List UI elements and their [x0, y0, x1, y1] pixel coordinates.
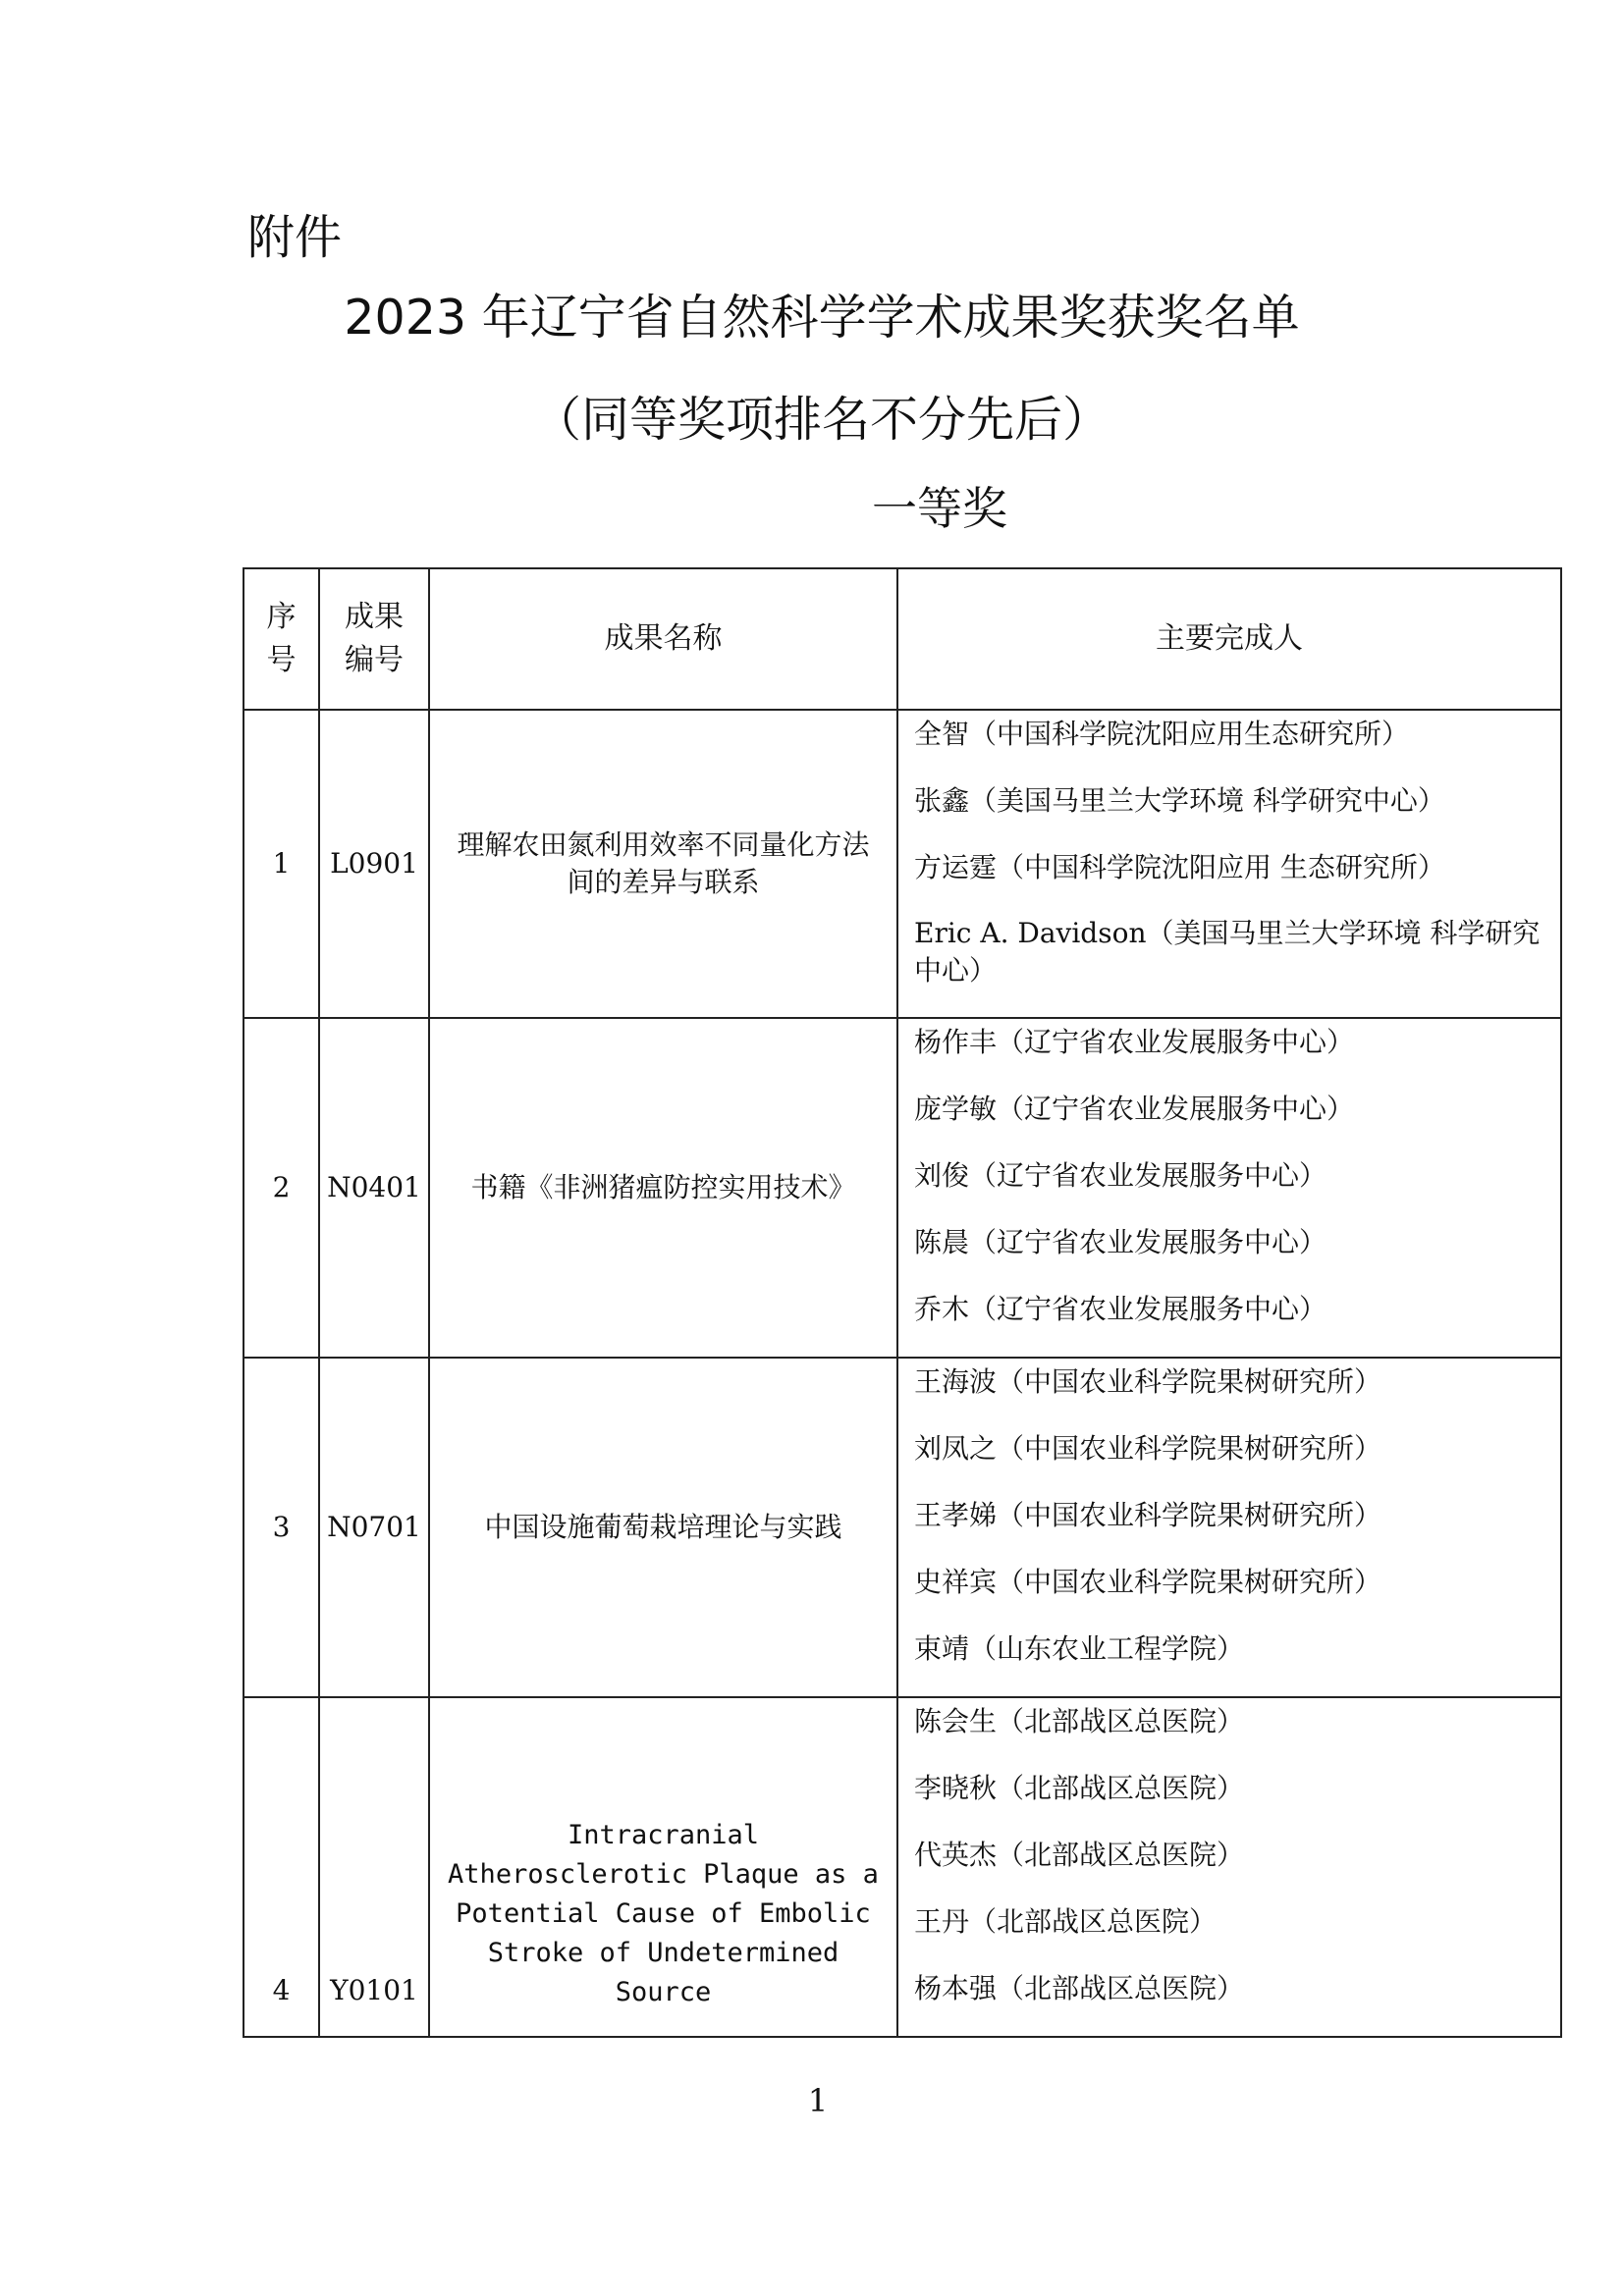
table-row: [244, 1358, 1561, 1697]
member-entry: 陈晨（辽宁省农业发展服务中心）: [914, 1226, 1327, 1258]
member-entry: 全智（中国科学院沈阳应用生态研究所）: [914, 718, 1410, 750]
awards-table: [243, 567, 1562, 2038]
header-name: 成果名称: [429, 568, 897, 710]
member-entry: Eric A. Davidson（美国马里兰大学环境 科学研究中心）: [914, 917, 1541, 987]
prize-level-heading: 一等奖: [872, 482, 1007, 535]
row-members: [897, 710, 1561, 1018]
member-entry: 李晓秋（北部战区总医院）: [914, 1772, 1245, 1804]
row-achievement-name: 理解农田氮利用效率不同量化方法间的差异与联系: [429, 710, 897, 1018]
row-members: [897, 1358, 1561, 1697]
member-entry: 乔木（辽宁省农业发展服务中心）: [914, 1293, 1327, 1325]
row-index: 1: [244, 710, 319, 1018]
member-entry: 陈会生（北部战区总医院）: [914, 1705, 1245, 1737]
member-entry: 代英杰（北部战区总医院）: [914, 1839, 1245, 1871]
table-row: [244, 1697, 1561, 2037]
member-entry: 王海波（中国农业科学院果树研究所）: [914, 1365, 1382, 1398]
member-entry: 方运霆（中国科学院沈阳应用 生态研究所）: [914, 851, 1445, 883]
row-index: 4: [244, 1697, 319, 2037]
table-row: [244, 710, 1561, 1018]
row-code: L0901: [319, 710, 429, 1018]
row-members: [897, 1018, 1561, 1358]
member-entry: 王丹（北部战区总医院）: [914, 1905, 1218, 1938]
row-achievement-name: 书籍《非洲猪瘟防控实用技术》: [429, 1018, 897, 1358]
header-index: 序号: [244, 568, 319, 710]
row-achievement-name: Intracranial Atherosclerotic Plaque as a Potential Cause of Embolic Stroke of Undetermined Source: [429, 1697, 897, 2037]
document-title: 2023 年辽宁省自然科学学术成果奖获奖名单: [344, 290, 1300, 346]
member-entry: 刘俊（辽宁省农业发展服务中心）: [914, 1159, 1327, 1192]
member-entry: 史祥宾（中国农业科学院果树研究所）: [914, 1566, 1382, 1598]
member-entry: 束靖（山东农业工程学院）: [914, 1632, 1245, 1665]
attachment-label: 附件: [247, 210, 343, 265]
table-row: [244, 1018, 1561, 1358]
page-number: 1: [807, 2082, 829, 2119]
header-members: 主要完成人: [897, 568, 1561, 710]
row-index: 3: [244, 1358, 319, 1697]
member-entry: 张鑫（美国马里兰大学环境 科学研究中心）: [914, 784, 1445, 817]
member-entry: 王孝娣（中国农业科学院果树研究所）: [914, 1499, 1382, 1531]
row-achievement-name: 中国设施葡萄栽培理论与实践: [429, 1358, 897, 1697]
row-code: N0701: [319, 1358, 429, 1697]
row-index: 2: [244, 1018, 319, 1358]
member-entry: 杨作丰（辽宁省农业发展服务中心）: [914, 1026, 1355, 1058]
header-code: 成果编号: [319, 568, 429, 710]
row-code: Y0101: [319, 1697, 429, 2037]
table-header-row: [244, 568, 1561, 710]
member-entry: 杨本强（北部战区总医院）: [914, 1972, 1245, 2004]
document-subtitle: （同等奖项排名不分先后）: [532, 392, 1110, 448]
row-code: N0401: [319, 1018, 429, 1358]
member-entry: 刘凤之（中国农业科学院果树研究所）: [914, 1432, 1382, 1465]
member-entry: 庞学敏（辽宁省农业发展服务中心）: [914, 1093, 1355, 1125]
row-members: [897, 1697, 1561, 2037]
